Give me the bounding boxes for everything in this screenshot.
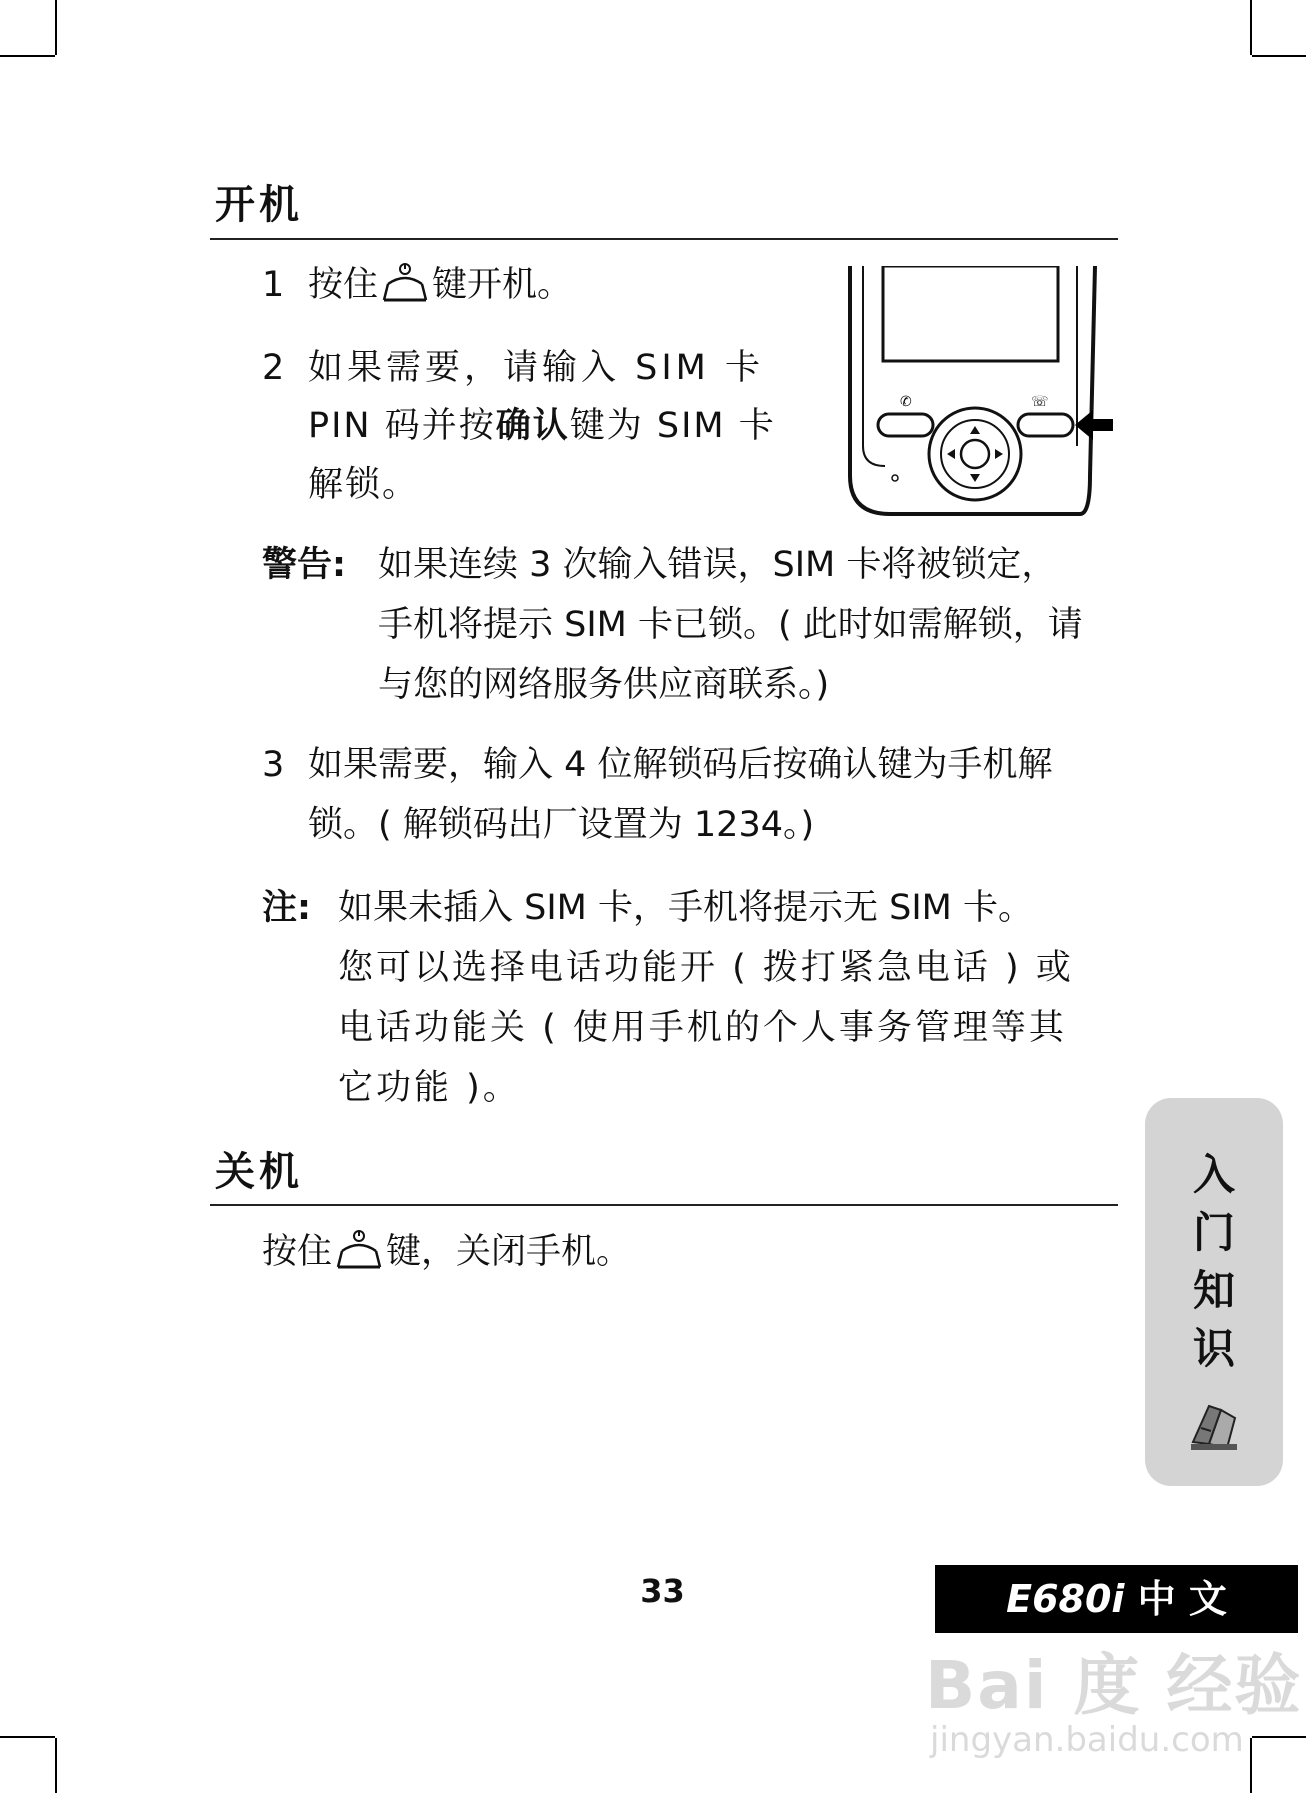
crop-mark [55,1738,57,1793]
crop-mark [1250,1738,1252,1793]
note-line-2: 您可以选择电话功能开 ( 拨打紧急电话 ) 或 [338,948,1074,988]
phone-illustration [845,266,1115,526]
step-3-line-2: 锁。( 解锁码出厂设置为 1234。) [308,805,815,845]
model-label: E680i 中 文 [1006,1577,1227,1621]
watermark-url: jingyan.baidu.com [930,1720,1244,1760]
step-1-text: 按住 键开机。 [308,255,572,315]
crop-mark [1250,0,1252,55]
svg-text:✆: ✆ [900,394,912,410]
tab-char: 识 [1192,1324,1235,1373]
step-2-line-1: 如果需要，请输入 SIM 卡 [308,348,764,388]
section-divider [210,238,1118,240]
section-divider [210,1204,1118,1206]
page-number: 33 [640,1572,685,1610]
note-line-3: 电话功能关 ( 使用手机的个人事务管理等其 [338,1008,1067,1048]
svg-text:☏: ☏ [1031,394,1049,410]
phone-book-icon [1187,1398,1243,1454]
section-title-power-on: 开机 [215,182,303,228]
chapter-side-tab [1145,1098,1283,1486]
note-line-4: 它功能 )。 [338,1068,521,1108]
model-banner [935,1565,1298,1633]
arrow-left-icon [1075,410,1113,440]
step-2-line-3: 解锁。 [308,465,420,505]
power-end-key-icon [334,1227,384,1271]
tab-char: 门 [1192,1208,1235,1257]
step-number: 1 [262,265,285,305]
crop-mark [55,0,57,55]
step-number: 2 [262,348,285,388]
power-end-key-icon [380,260,430,304]
warning-line-1: 如果连续 3 次输入错误，SIM 卡将被锁定， [378,545,1057,585]
crop-mark [0,55,55,57]
section-title-power-off: 关机 [215,1149,303,1195]
warning-label: 警告: [262,545,346,585]
tab-char: 知 [1192,1266,1235,1315]
watermark-logo: Bai 度 经验 [925,1647,1303,1724]
warning-line-3: 与您的网络服务供应商联系。) [378,665,830,705]
note-line-1: 如果未插入 SIM 卡，手机将提示无 SIM 卡。 [338,888,1033,928]
step-number: 3 [262,745,285,785]
crop-mark [0,1736,55,1738]
note-label: 注: [262,888,311,928]
warning-line-2: 手机将提示 SIM 卡已锁。( 此时如需解锁，请 [378,605,1083,645]
power-off-text: 按住 键，关闭手机。 [262,1222,631,1282]
confirm-key-label: 确认 [495,406,570,446]
step-2-line-2: PIN 码并按确认键为 SIM 卡 [308,406,776,446]
tab-char: 入 [1192,1150,1235,1199]
crop-mark [1252,55,1306,57]
step-3-line-1: 如果需要，输入 4 位解锁码后按确认键为手机解 [308,745,1053,785]
crop-mark [1252,1736,1306,1738]
